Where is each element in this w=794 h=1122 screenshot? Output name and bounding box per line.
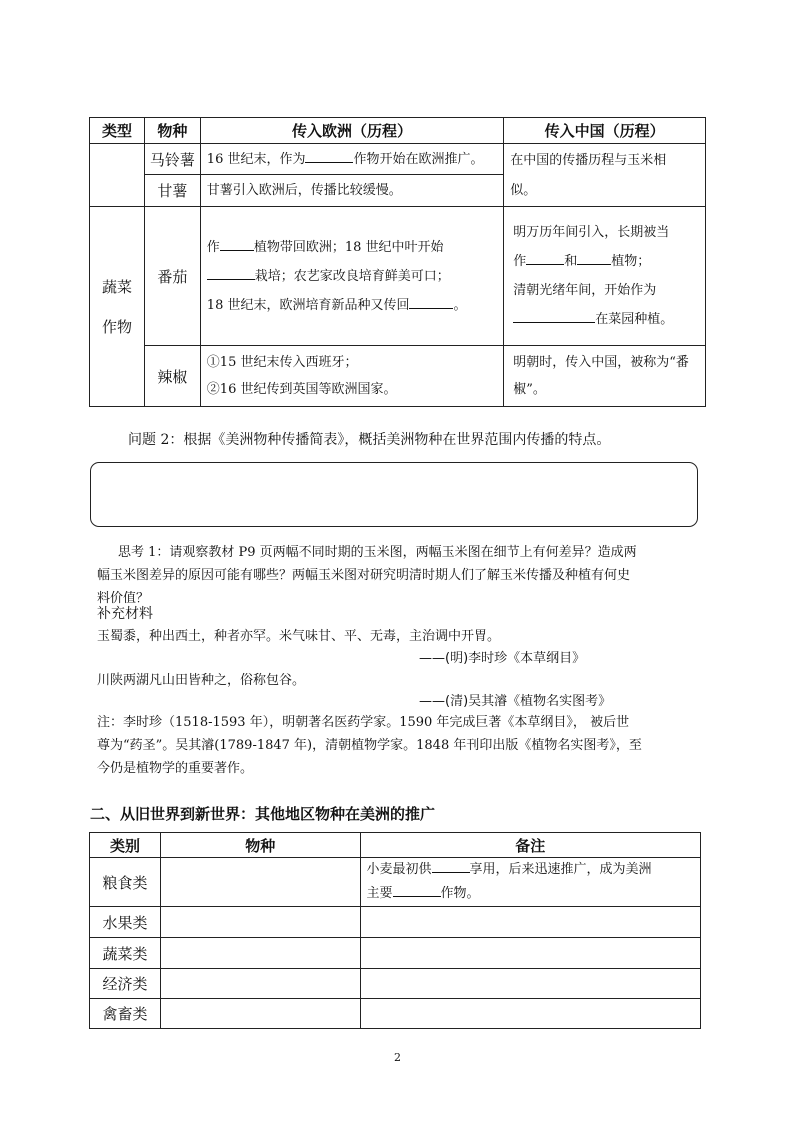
text: 植物带回欧洲；18 世纪中叶开始 <box>253 239 444 255</box>
category-vegetable-line2: 作物 <box>101 317 132 336</box>
source-2: ——(清)吴其濬《植物名实图考》 <box>419 694 612 709</box>
tomato-china-line3: 清朝光绪年间，开始作为 <box>513 283 657 298</box>
fill-blank[interactable] <box>526 250 564 265</box>
fill-blank[interactable] <box>393 882 441 897</box>
pepper-europe-line1: ①15 世纪末传入西班牙； <box>206 355 358 370</box>
text: 作 <box>513 254 527 269</box>
category-vegetable-line1: 蔬菜 <box>101 277 132 296</box>
species-pepper: 辣椒 <box>144 346 200 407</box>
note-line1-a: 注：李时珍（1518-1593 年），明朝著名医药学家。1590 年完成巨著《本草纲目》， <box>97 715 586 730</box>
fill-blank[interactable] <box>577 250 611 265</box>
livestock-note-input[interactable] <box>360 999 700 1029</box>
species-tomato: 番茄 <box>144 207 200 346</box>
potato-china-line2: 似。 <box>510 183 537 198</box>
pepper-china-line2: 椒”。 <box>513 382 546 397</box>
text: 作物。 <box>440 886 480 901</box>
page-number: 2 <box>394 1051 401 1064</box>
grain-note-line1 <box>367 858 694 882</box>
text: 在菜园种植。 <box>595 312 674 327</box>
text: 栽培；农艺家改良培育鲜美可口； <box>254 268 450 284</box>
tomato-china-line4 <box>513 305 699 334</box>
supplement-title: 补充材料 <box>97 606 153 622</box>
potato-china <box>504 144 706 207</box>
fruit-note-input[interactable] <box>360 907 700 938</box>
grain-note <box>360 858 700 907</box>
note-line3: 今仍是植物学的重要著作。 <box>97 761 254 776</box>
think1-line1: 思考 1：请观察教材 P9 页两幅不同时期的玉米图，两幅玉米图在细节上有何差异？造成两 <box>118 545 637 560</box>
col-header-species: 物种 <box>160 833 360 858</box>
pepper-europe <box>200 346 503 407</box>
potato-europe <box>200 144 503 175</box>
col-header-species: 物种 <box>144 118 200 144</box>
category-vegetable <box>90 207 145 407</box>
tomato-europe-line3 <box>207 291 497 320</box>
section-2-title: 二、从旧世界到新世界：其他地区物种在美洲的推广 <box>90 805 436 823</box>
note-line1-b: 被后世 <box>590 715 630 730</box>
potato-china-line1: 在中国的传播历程与玉米相 <box>510 153 667 168</box>
note-line2: 尊为“药圣”。吴其濬(1789-1847 年)，清朝植物学家。1848 年刊印出版《植物名实图考》，至 <box>97 738 642 753</box>
row-category-fruit: 水果类 <box>90 907 161 938</box>
col-header-type: 类型 <box>90 118 145 144</box>
grain-note-line2 <box>367 882 694 906</box>
fill-blank[interactable] <box>207 265 255 280</box>
tomato-europe <box>200 207 503 346</box>
economic-note-input[interactable] <box>360 969 700 999</box>
other-species-table <box>89 832 701 1029</box>
col-header-china: 传入中国（历程） <box>504 118 706 144</box>
fill-blank[interactable] <box>513 308 595 323</box>
fill-blank[interactable] <box>305 148 353 163</box>
answer-box[interactable] <box>90 462 698 527</box>
text: 作 <box>206 239 220 255</box>
tomato-europe-line1 <box>207 233 497 262</box>
text: 主要 <box>366 886 393 901</box>
text: 小麦最初供 <box>366 862 432 877</box>
tomato-china <box>504 207 706 346</box>
species-potato: 马铃薯 <box>144 144 200 175</box>
economic-species-input[interactable] <box>160 969 360 999</box>
col-header-europe: 传入欧洲（历程） <box>200 118 503 144</box>
quote-1: 玉蜀黍，种出西土，种者亦罕。米气味甘、平、无毒，主治调中开胃。 <box>97 629 501 644</box>
fill-blank[interactable] <box>220 236 254 251</box>
livestock-species-input[interactable] <box>160 999 360 1029</box>
row-category-livestock: 禽畜类 <box>90 999 161 1029</box>
pepper-china <box>504 346 706 407</box>
tomato-china-line1: 明万历年间引入，长期被当 <box>513 225 670 240</box>
vegetable-note-input[interactable] <box>360 938 700 969</box>
potato-europe-text-a: 16 世纪末，作为 <box>206 151 306 167</box>
tomato-china-line2 <box>513 247 699 276</box>
col-header-category: 类别 <box>90 833 161 858</box>
row-category-vegetable: 蔬菜类 <box>90 938 161 969</box>
text: 享用，后来迅速推广，成为美洲 <box>469 862 652 877</box>
species-sweet-potato: 甘薯 <box>144 175 200 207</box>
text: 和 <box>564 254 578 269</box>
text: 植物； <box>611 254 651 269</box>
fruit-species-input[interactable] <box>160 907 360 938</box>
tomato-europe-line2 <box>207 262 497 291</box>
quote-2: 川陕两湖凡山田皆种之，俗称包谷。 <box>97 673 306 688</box>
pepper-china-line1: 明朝时，传入中国，被称为“番 <box>513 355 689 370</box>
source-1: ——(明)李时珍《本草纲目》 <box>419 651 586 666</box>
question-2: 问题 2：根据《美洲物种传播简表》，概括美洲物种在世界范围内传播的特点。 <box>128 432 611 448</box>
think1-line3: 料价值？ <box>97 591 150 606</box>
potato-europe-text-b: 作物开始在欧洲推广。 <box>353 151 484 167</box>
fill-blank[interactable] <box>409 294 453 309</box>
note-line1 <box>97 711 629 734</box>
row-category-economic: 经济类 <box>90 969 161 999</box>
category-cell-empty <box>90 144 145 207</box>
text: 。 <box>453 297 467 313</box>
grain-species-input[interactable] <box>160 858 360 907</box>
col-header-note: 备注 <box>360 833 700 858</box>
vegetable-species-input[interactable] <box>160 938 360 969</box>
fill-blank[interactable] <box>432 858 470 873</box>
think1-line2: 幅玉米图差异的原因可能有哪些？两幅玉米图对研究明清时期人们了解玉米传播及种植有何史 <box>97 568 631 583</box>
american-species-table <box>89 117 706 407</box>
pepper-europe-line2: ②16 世纪传到英国等欧洲国家。 <box>206 382 397 397</box>
row-category-grain: 粮食类 <box>90 858 161 907</box>
text: 18 世纪末，欧洲培育新品种又传回 <box>206 297 410 313</box>
sweet-potato-europe: 甘薯引入欧洲后，传播比较缓慢。 <box>200 175 503 207</box>
